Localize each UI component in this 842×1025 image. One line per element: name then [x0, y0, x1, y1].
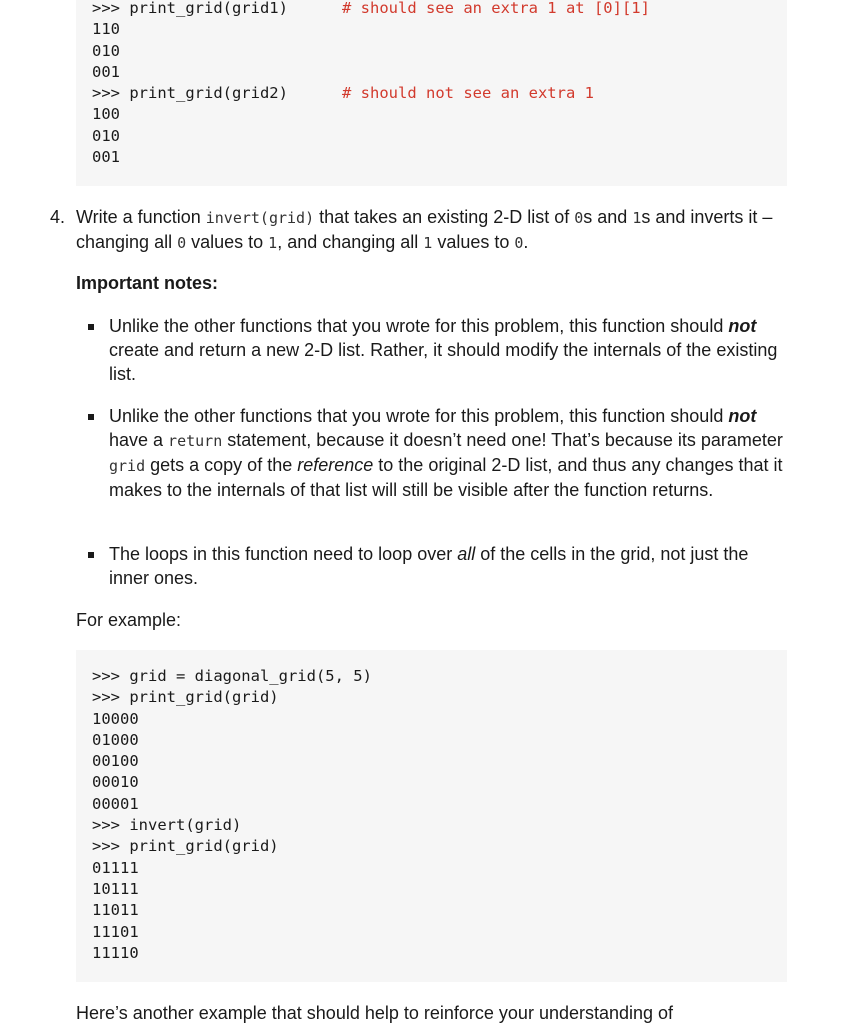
text: statement, because it doesn’t need one! That’s because its parameter: [222, 430, 783, 450]
inline-code: 1: [632, 209, 642, 227]
code-block-print-grid: [76, 0, 787, 186]
text: values to: [432, 232, 515, 252]
text: .: [523, 232, 529, 252]
code-line: 00100: [92, 752, 139, 771]
code-line: >>> grid = diagonal_grid(5, 5): [92, 667, 372, 685]
inline-code: 1: [423, 234, 433, 252]
text: s and inverts it – changing all: [76, 207, 773, 252]
text: that takes an existing 2-D list of: [314, 207, 575, 227]
code-text: >>> print_grid(grid2): [92, 84, 288, 103]
code-line: 001: [92, 62, 120, 81]
code-line: 010: [92, 41, 120, 60]
question-text: [76, 205, 788, 255]
bullet-note-2: [109, 404, 789, 502]
code-line: 01000: [92, 730, 139, 749]
text: Unlike the other functions that you wrote for this problem, this function should: [109, 406, 729, 426]
text: of the cells in the grid, not just the inner ones.: [109, 544, 749, 588]
code-comment: # should not see an extra 1: [342, 84, 594, 103]
text: have a: [109, 430, 169, 450]
code-line: [92, 83, 787, 104]
emphasis: not: [728, 316, 757, 336]
code-text: >>> print_grid(grid1): [92, 0, 288, 17]
emphasis: all: [457, 544, 476, 564]
text: create and return a new 2-D list. Rather, it should modify the internals of the existing list.: [109, 340, 778, 384]
inline-code: 1: [268, 234, 278, 252]
text: s and: [583, 207, 633, 227]
code-line: 11101: [92, 922, 139, 941]
inline-code: invert(grid): [205, 209, 315, 227]
bullet-note-3: [109, 542, 789, 590]
code-line: >>> print_grid(grid): [92, 837, 279, 856]
inline-code: grid: [109, 457, 146, 475]
code-comment: # should see an extra 1 at [0][1]: [342, 0, 650, 17]
text: , and changing all: [277, 232, 424, 252]
inline-code: 0: [177, 234, 187, 252]
for-example-label: For example:: [76, 610, 182, 630]
continuation-paragraph: Here’s another example that should help to reinforce your understanding of: [76, 1003, 674, 1023]
inline-code: return: [168, 432, 223, 450]
code-line: 10000: [92, 709, 139, 728]
bullet-note-1: [109, 314, 789, 386]
code-line: 110: [92, 20, 120, 39]
text: to the original 2-D list, and thus any changes that it makes to the internals of that list will still be visible after the function returns.: [109, 455, 783, 500]
code-line: >>> print_grid(grid): [92, 688, 279, 707]
question-number: 4.: [50, 207, 66, 227]
code-block-invert-example: [76, 650, 787, 982]
code-line: 10111: [92, 879, 139, 898]
emphasis: not: [728, 406, 757, 426]
emphasis: reference: [297, 455, 374, 475]
code-line: 100: [92, 105, 120, 124]
inline-code: 0: [574, 209, 584, 227]
important-notes-heading: Important notes:: [76, 273, 218, 293]
inline-code: 0: [514, 234, 524, 252]
code-line: 001: [92, 148, 120, 167]
text: Write a function: [76, 207, 206, 227]
code-line: [92, 0, 787, 19]
code-line: 00001: [92, 794, 139, 813]
code-line: 010: [92, 126, 120, 145]
text: The loops in this function need to loop over: [109, 544, 458, 564]
code-line: 11011: [92, 901, 139, 920]
text: values to: [186, 232, 269, 252]
text: Unlike the other functions that you wrote for this problem, this function should: [109, 316, 729, 336]
code-line: 01111: [92, 858, 139, 877]
code-line: 11110: [92, 943, 139, 962]
code-line: >>> invert(grid): [92, 816, 242, 835]
text: gets a copy of the: [145, 455, 298, 475]
code-line: 00010: [92, 773, 139, 792]
